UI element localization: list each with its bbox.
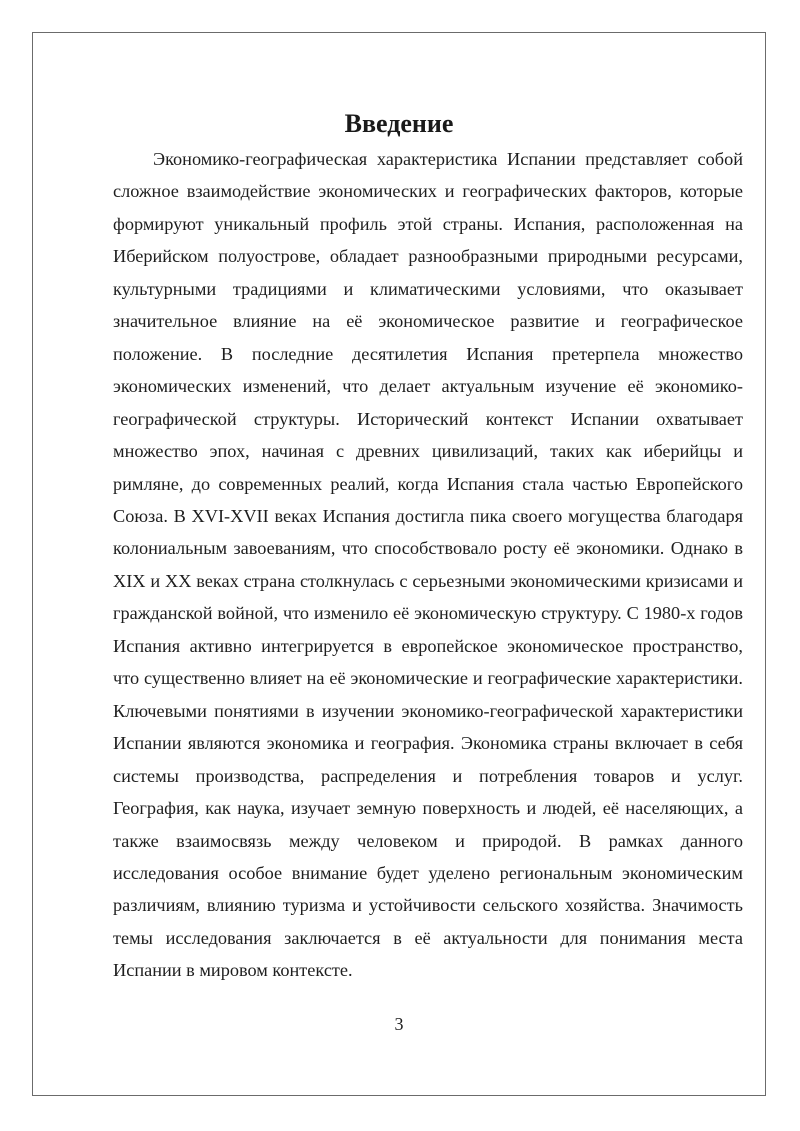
document-page	[32, 32, 766, 1096]
page-title: Введение	[344, 109, 454, 138]
page-number: 3	[394, 1014, 404, 1034]
body-paragraph: Экономико-географическая характеристика Испании представляет собой сложное взаимодействие экономических и географических факторов, которые формируют уникальный профиль этой страны. Испания, расположенная на Иберийском полуострове, обладает разнообразными природными ресурсами, культурными традициями и климатическими условиями, что оказывает значительное влияние на её экономическое развитие и географическое положение. В последние десятилетия Испания претерпела множество экономических изменений, что делает актуальным изучение её экономико-географической структуры. Исторический контекст Испании охватывает множество эпох, начиная с древних цивилизаций, таких как иберийцы и римляне, до современных реалий, когда Испания стала частью Европейского Союза. В XVI-XVII веках Испания достигла пика своего могущества благодаря колониальным завоеваниям, что способствовало росту её экономики. Однако в XIX и XX веках страна столкнулась с серьезными экономическими кризисами и гражданской войной, что изменило её экономическую структуру. С 1980-х годов Испания активно интегрируется в европейское экономическое пространство, что существенно влияет на её экономические и географические характеристики. Ключевыми понятиями в изучении экономико-географической характеристики Испании являются экономика и география. Экономика страны включает в себя системы производства, распределения и потребления товаров и услуг. География, как наука, изучает земную поверхность и людей, её населяющих, а также взаимосвязь между человеком и природой. В рамках данного исследования особое внимание будет уделено региональным экономическим различиям, влиянию туризма и устойчивости сельского хозяйства. Значимость темы исследования заключается в её актуальности для понимания места Испании в мировом контексте.	[113, 149, 743, 981]
